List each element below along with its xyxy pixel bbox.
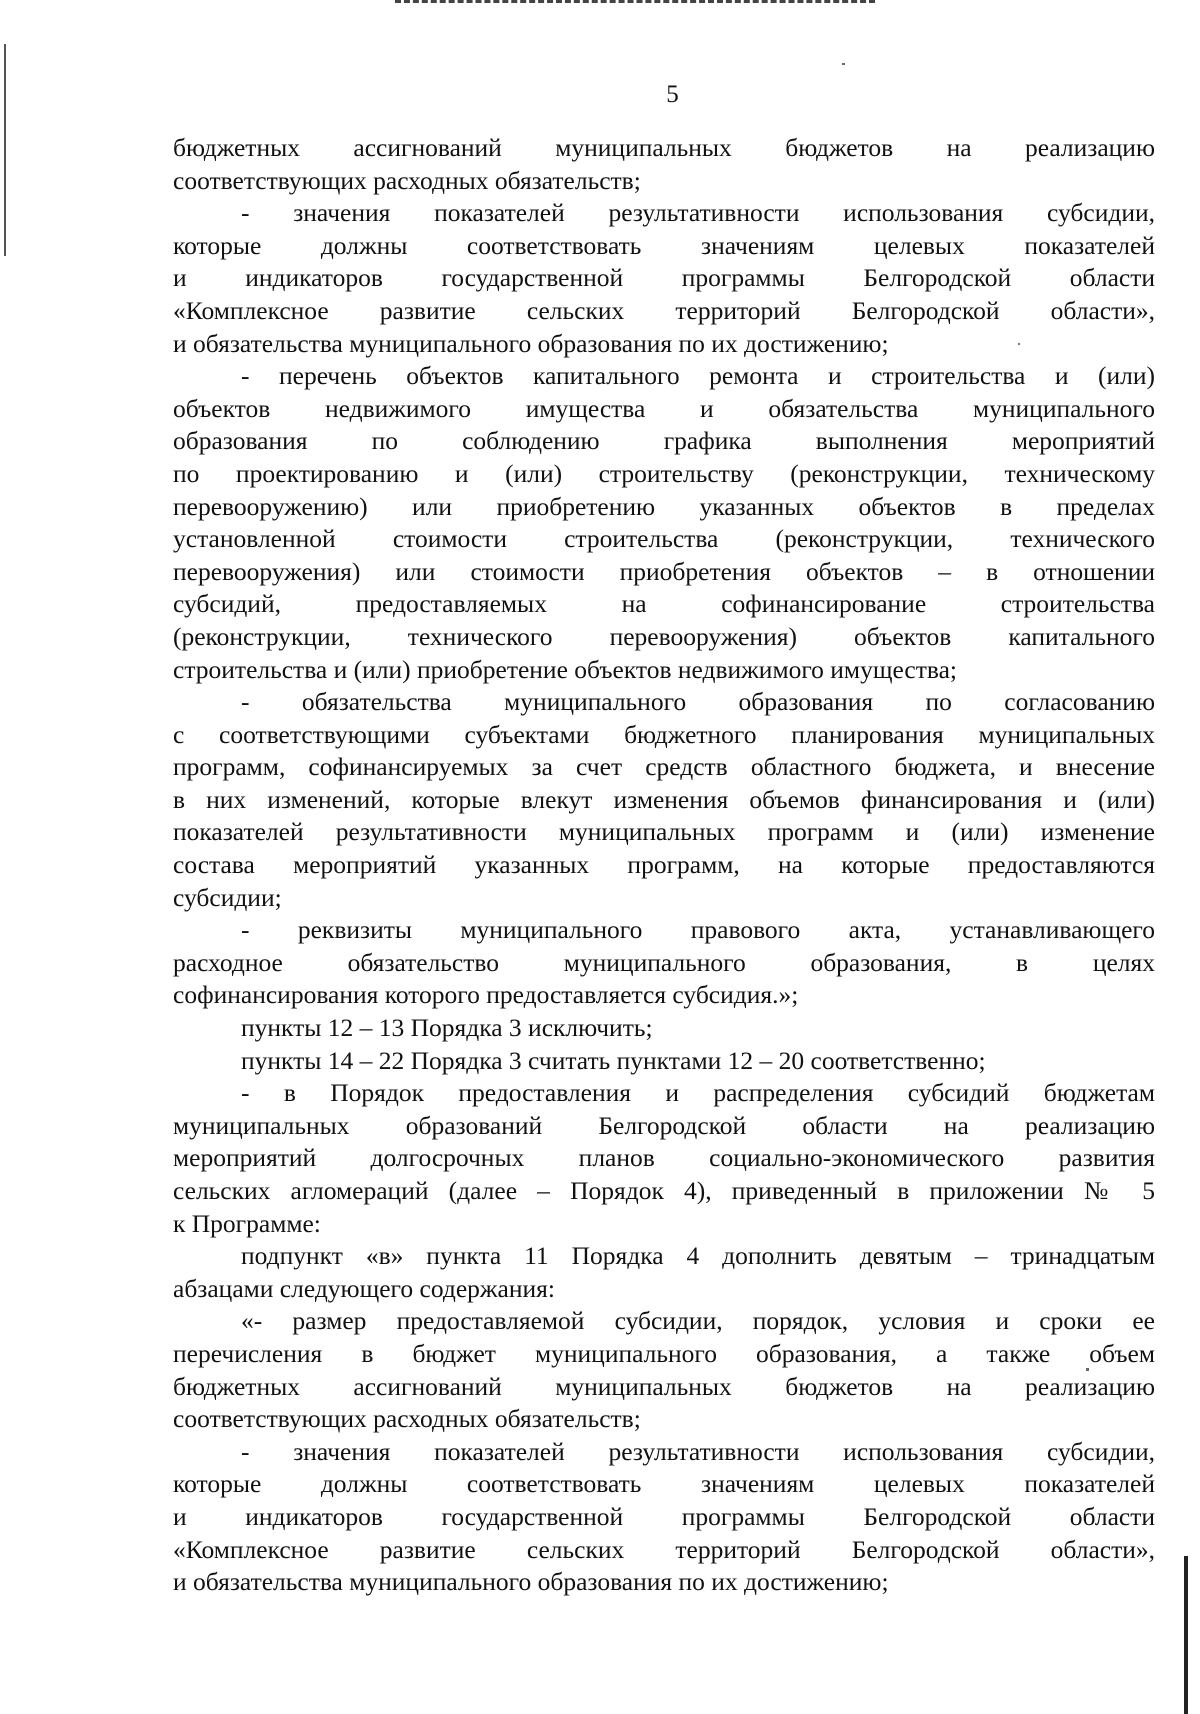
paragraph — [173, 1077, 1155, 1240]
text-line: субсидии; — [173, 882, 282, 912]
text-line: которые должны соответствовать значениям целевых показателей — [173, 230, 1155, 260]
text-line: перечисления в бюджет муниципального образования, а также объем — [173, 1338, 1155, 1368]
scan-left-edge-line — [4, 44, 6, 256]
page-number: 5 — [666, 81, 679, 108]
text-line: - в Порядок предоставления и распределения субсидий бюджетам — [241, 1078, 1155, 1108]
text-line: «Комплексное развитие сельских территорий Белгородской области», — [173, 295, 1155, 325]
text-line: «Комплексное развитие сельских территорий Белгородской области», — [173, 1534, 1155, 1564]
text-line: - значения показателей результативности использования субсидии, — [241, 198, 1155, 228]
text-line: и индикаторов государственной программы Белгородской области — [173, 263, 1155, 293]
scan-right-edge-line — [1184, 1556, 1188, 1714]
text-line: и индикаторов государственной программы Белгородской области — [173, 1501, 1155, 1531]
text-line: мероприятий долгосрочных планов социально-экономического развития — [173, 1143, 1155, 1173]
text-line: подпункт «в» пункта 11 Порядка 4 дополнить девятым – тринадцатым — [241, 1241, 1155, 1271]
text-line: муниципальных образований Белгородской области на реализацию — [173, 1110, 1155, 1140]
text-line: в них изменений, которые влекут изменения объемов финансирования и (или) — [173, 784, 1155, 814]
scan-top-edge-mark — [395, 0, 875, 3]
paragraph — [173, 1045, 1155, 1078]
text-line: которые должны соответствовать значениям целевых показателей — [173, 1469, 1155, 1499]
text-line: пункты 14 – 22 Порядка 3 считать пунктами 12 – 20 соответственно; — [241, 1045, 986, 1075]
paragraph — [173, 1012, 1155, 1045]
paragraph — [173, 1240, 1155, 1305]
text-line: образования по соблюдению графика выполнения мероприятий — [173, 426, 1155, 456]
text-line: перевооружения) или стоимости приобретения объектов – в отношении — [173, 556, 1155, 586]
paragraph — [173, 1436, 1155, 1599]
text-line: перевооружению) или приобретению указанных объектов в пределах — [173, 491, 1155, 521]
text-line: софинансирования которого предоставляется субсидия.»; — [173, 980, 799, 1010]
text-line: - значения показателей результативности использования субсидии, — [241, 1436, 1155, 1466]
text-line: к Программе: — [173, 1208, 321, 1238]
text-line: - реквизиты муниципального правового акта, устанавливающего — [241, 915, 1155, 945]
text-line: состава мероприятий указанных программ, на которые предоставляются — [173, 850, 1155, 880]
paragraph — [173, 197, 1155, 360]
document-body — [173, 132, 1155, 1599]
paragraph — [173, 914, 1155, 1012]
text-line: - перечень объектов капитального ремонта и строительства и (или) — [241, 361, 1155, 391]
text-line: (реконструкции, технического перевооружения) объектов капитального — [173, 621, 1155, 651]
paragraph — [173, 686, 1155, 914]
text-line: абзацами следующего содержания: — [173, 1273, 555, 1303]
text-line: соответствующих расходных обязательств; — [173, 165, 641, 195]
text-line: субсидий, предоставляемых на софинансирование строительства — [173, 589, 1155, 619]
text-line: программ, софинансируемых за счет средств областного бюджета, и внесение — [173, 752, 1155, 782]
text-line: бюджетных ассигнований муниципальных бюджетов на реализацию — [173, 133, 1155, 162]
text-line: бюджетных ассигнований муниципальных бюджетов на реализацию — [173, 1371, 1155, 1401]
paragraph — [173, 132, 1155, 197]
text-line: по проектированию и (или) строительству (реконструкции, техническому — [173, 458, 1155, 488]
text-line: с соответствующими субъектами бюджетного планирования муниципальных — [173, 719, 1155, 749]
text-line: «- размер предоставляемой субсидии, порядок, условия и сроки ее — [241, 1306, 1155, 1336]
text-line: и обязательства муниципального образования по их достижению; — [173, 1567, 889, 1597]
text-line: показателей результативности муниципальных программ и (или) изменение — [173, 817, 1155, 847]
text-line: сельских агломераций (далее – Порядок 4), приведенный в приложении № 5 — [173, 1176, 1155, 1205]
scan-speck — [842, 63, 845, 65]
text-line: и обязательства муниципального образования по их достижению; — [173, 328, 889, 358]
text-line: пункты 12 – 13 Порядка 3 исключить; — [241, 1013, 653, 1043]
text-line: соответствующих расходных обязательств; — [173, 1404, 641, 1434]
paragraph — [173, 1305, 1155, 1435]
text-line: - обязательства муниципального образования по согласованию — [241, 687, 1155, 717]
text-line: расходное обязательство муниципального образования, в целях — [173, 947, 1155, 977]
text-line: объектов недвижимого имущества и обязательства муниципального — [173, 393, 1155, 423]
text-line: строительства и (или) приобретение объектов недвижимого имущества; — [173, 654, 957, 684]
paragraph — [173, 360, 1155, 686]
text-line: установленной стоимости строительства (реконструкции, технического — [173, 524, 1155, 554]
